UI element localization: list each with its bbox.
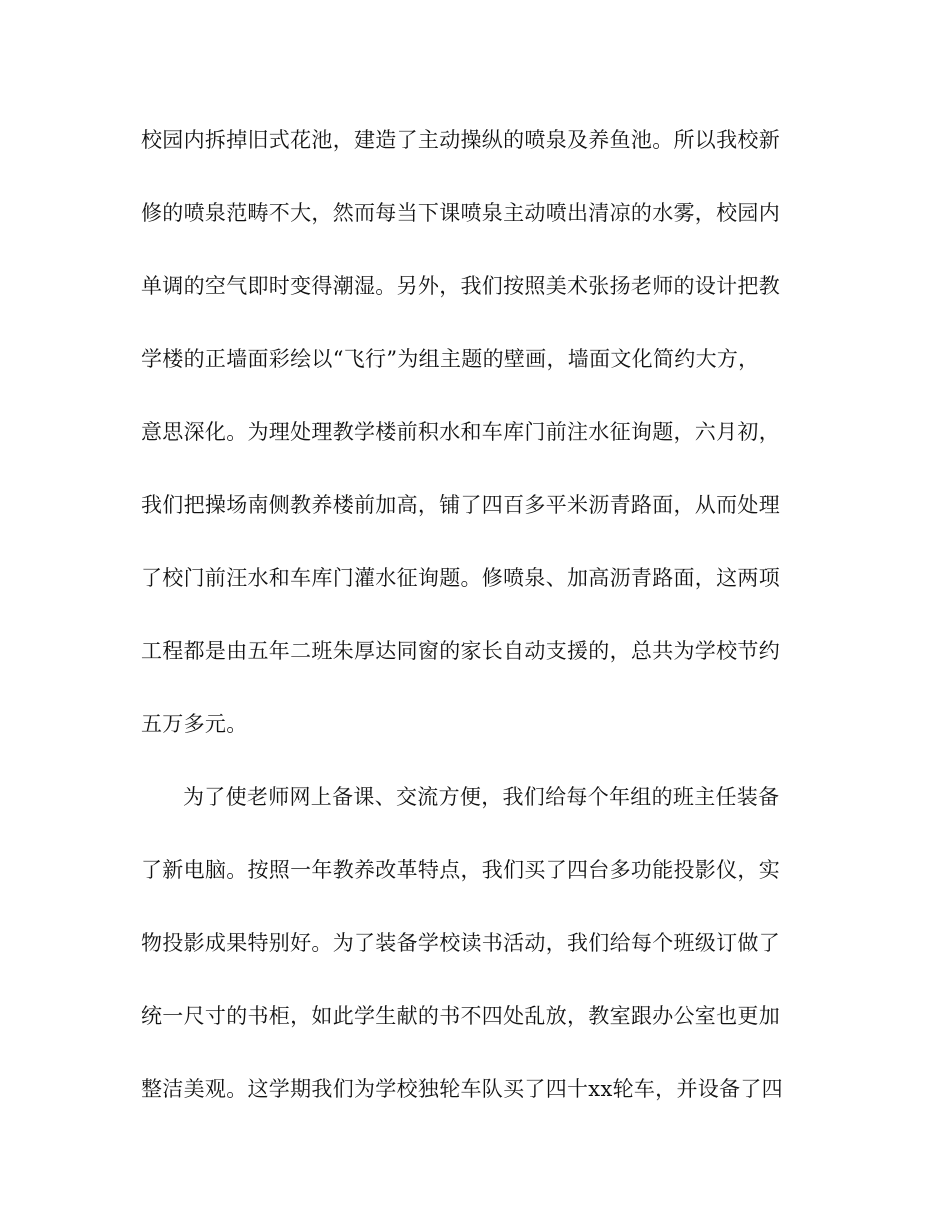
text-line: 单调的空气即时变得潮湿。另外，我们按照美术张扬老师的设计把教 bbox=[141, 274, 780, 298]
text-line: 整洁美观。这学期我们为学校独轮车队买了四十xx轮车，并设备了四 bbox=[141, 1077, 783, 1101]
text-line: 意思深化。为理处理教学楼前积水和车库门前注水征询题，六月初， bbox=[141, 420, 780, 444]
text-line: 学楼的正墙面彩绘以“飞行”为组主题的壁画，墙面文化简约大方， bbox=[141, 347, 760, 371]
text-line: 工程都是由五年二班朱厚达同窗的家长自动支援的，总共为学校节约 bbox=[141, 639, 780, 663]
text-line: 我们把操场南侧教养楼前加高，铺了四百多平米沥青路面，从而处理 bbox=[141, 493, 780, 517]
paragraph-first-line: 为了使老师网上备课、交流方便，我们给每个年组的班主任装备 bbox=[183, 785, 780, 809]
text-line: 统一尺寸的书柜，如此学生献的书不四处乱放，教室跟办公室也更加 bbox=[141, 1004, 780, 1028]
text-line: 五万多元。 bbox=[141, 712, 248, 736]
text-line: 校园内拆掉旧式花池，建造了主动操纵的喷泉及养鱼池。所以我校新 bbox=[141, 128, 780, 152]
text-line: 物投影成果特别好。为了装备学校读书活动，我们给每个班级订做了 bbox=[141, 931, 780, 955]
text-line: 修的喷泉范畴不大，然而每当下课喷泉主动喷出清凉的水雾，校园内 bbox=[141, 201, 780, 225]
text-line: 了校门前汪水和车库门灌水征询题。修喷泉、加高沥青路面，这两项 bbox=[141, 566, 780, 590]
text-line: 了新电脑。按照一年教养改革特点，我们买了四台多功能投影仪，实 bbox=[141, 858, 780, 882]
